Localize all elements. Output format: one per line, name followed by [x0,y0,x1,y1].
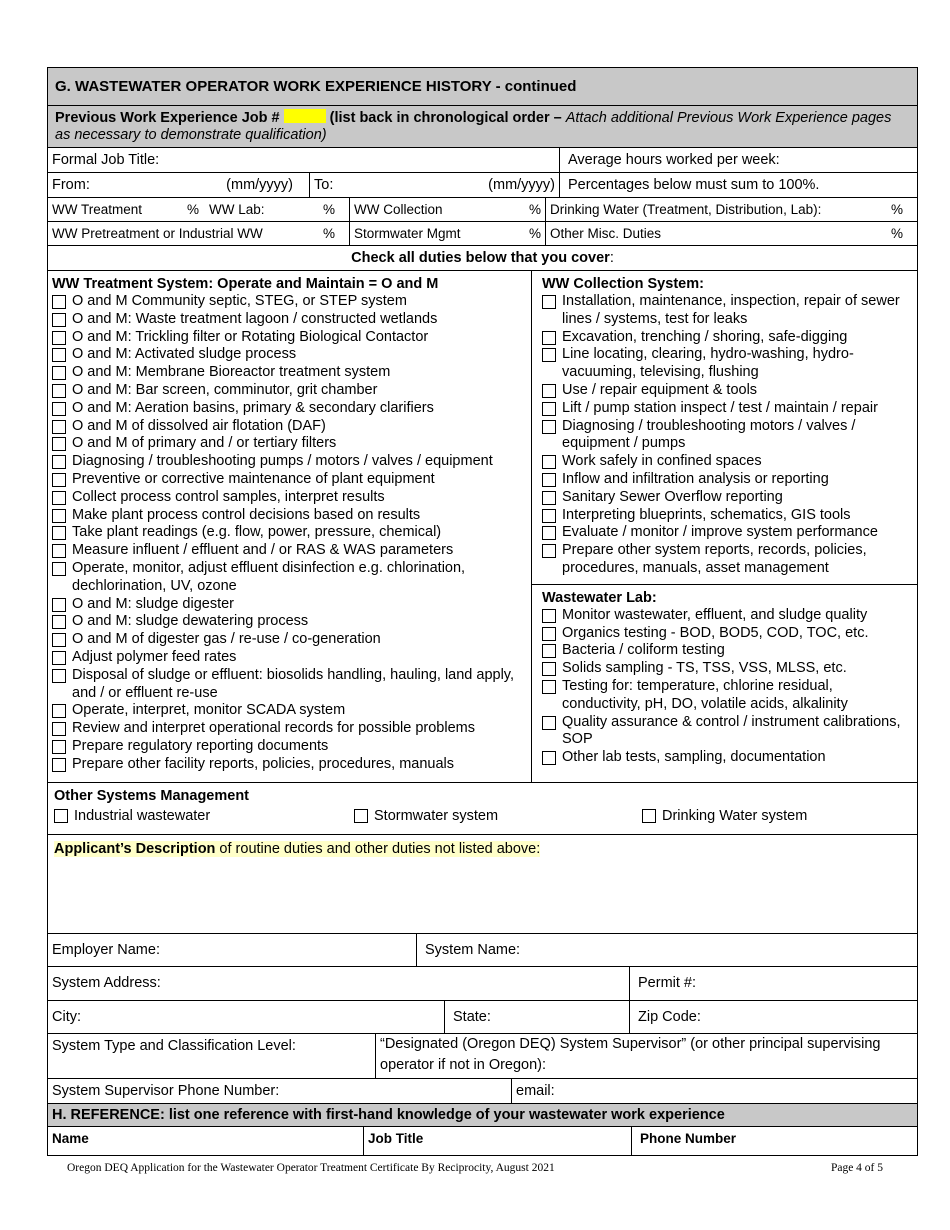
checkbox[interactable] [52,758,66,772]
ww-collection-pct-field[interactable]: WW Collection % [350,198,546,221]
supervisor-phone-field[interactable]: System Supervisor Phone Number: [48,1079,512,1103]
checkbox[interactable] [52,420,66,434]
treatment-item[interactable] [52,507,527,525]
lab-item[interactable] [542,607,911,625]
treatment-item[interactable] [52,596,527,614]
checkbox[interactable] [542,384,556,398]
checkbox[interactable] [542,716,556,730]
collection-item-label: Work safely in confined spaces [562,453,762,470]
from-field[interactable]: From: (mm/yyyy) [48,173,310,197]
checkbox[interactable] [52,295,66,309]
system-type-field[interactable]: System Type and Classification Level: [48,1034,376,1078]
prev-order: (list back in chronological order – [329,110,562,126]
collection-item-label: Excavation, trenching / shoring, safe-digging [562,328,848,345]
collection-list [542,293,911,578]
treatment-item[interactable] [52,542,527,560]
zip-field[interactable]: Zip Code: [638,1008,701,1025]
treatment-item[interactable] [52,524,527,542]
system-address-field[interactable]: System Address: [48,967,630,1000]
checkbox[interactable] [52,491,66,505]
checkbox[interactable] [52,437,66,451]
lab-item[interactable] [542,749,911,767]
treatment-item-label: O and M: Aeration basins, primary & secondary clarifiers [72,399,434,416]
lab-item-label: Bacteria / coliform testing [562,642,725,659]
lab-item[interactable] [542,714,911,750]
checkbox[interactable] [542,348,556,362]
lab-item[interactable] [542,642,911,660]
treatment-item-label: Measure influent / effluent and / or RAS & WAS parameters [72,542,454,559]
collection-item-label: Evaluate / monitor / improve system performance [562,524,878,541]
checkbox[interactable] [52,740,66,754]
collection-item[interactable] [542,524,911,542]
checkbox[interactable] [52,669,66,683]
checkbox[interactable] [52,402,66,416]
section-g-title: G. WASTEWATER OPERATOR WORK EXPERIENCE HISTORY - continued [48,68,917,106]
treatment-item-label: O and M of dissolved air flotation (DAF) [72,417,326,434]
section-h-title: H. REFERENCE: list one reference with first-hand knowledge of your wastewater work experience [52,1106,725,1123]
job-number-field[interactable] [284,109,326,123]
industrial-checkbox[interactable] [54,809,68,823]
email-field[interactable]: email: [516,1082,555,1099]
checkbox[interactable] [52,366,66,380]
treatment-item-label: Prepare regulatory reporting documents [72,737,329,754]
collection-item-label: Installation, maintenance, inspection, repair of sewer lines / systems, test for leaks [562,293,900,327]
other-systems-heading: Other Systems Management [54,787,250,804]
collection-item-label: Lift / pump station inspect / test / maintain / repair [562,399,878,416]
percentages-note: Percentages below must sum to 100%. [568,177,820,193]
treatment-item-label: Diagnosing / troubleshooting pumps / motors / valves / equipment [72,453,493,470]
treatment-item[interactable] [52,293,527,311]
treatment-item-label: Take plant readings (e.g. flow, power, pressure, chemical) [72,524,442,541]
treatment-item-label: O and M: Waste treatment lagoon / constructed wetlands [72,310,438,327]
permit-field[interactable]: Permit #: [638,975,697,992]
checkbox[interactable] [542,509,556,523]
collection-item[interactable] [542,400,911,418]
treatment-item-label: Operate, monitor, adjust effluent disinfection e.g. chlorination, dechlorination, UV, ozone [72,559,466,594]
checkbox[interactable] [52,313,66,327]
treatment-item[interactable] [52,702,527,720]
collection-item-label: Interpreting blueprints, schematics, GIS tools [562,506,851,523]
treatment-item[interactable] [52,364,527,382]
checkbox[interactable] [542,473,556,487]
checkbox[interactable] [52,544,66,558]
lab-item-label: Quality assurance & control / instrument calibrations, SOP [562,713,901,748]
treatment-item-label: O and M: sludge dewatering process [72,613,309,630]
checkbox[interactable] [542,544,556,558]
state-field[interactable]: State: [445,1001,630,1033]
other-misc-pct-field[interactable]: Other Misc. Duties % [550,226,903,241]
checkbox[interactable] [542,627,556,641]
checkbox[interactable] [52,455,66,469]
checkbox[interactable] [542,455,556,469]
industrial-option[interactable]: Industrial wastewater [54,807,354,825]
treatment-heading: WW Treatment System: Operate and Maintain = O and M [52,276,439,292]
lab-item[interactable] [542,660,911,678]
treatment-item[interactable] [52,400,527,418]
employer-name-field[interactable]: Employer Name: [48,934,417,966]
city-field[interactable]: City: [48,1001,445,1033]
checkbox[interactable] [52,598,66,612]
checkbox[interactable] [52,348,66,362]
treatment-item[interactable] [52,382,527,400]
treatment-item[interactable] [52,471,527,489]
checkbox[interactable] [52,509,66,523]
treatment-item[interactable] [52,649,527,667]
treatment-item[interactable] [52,667,527,703]
treatment-item-label: O and M Community septic, STEG, or STEP system [72,293,407,309]
checkbox[interactable] [52,473,66,487]
lab-item[interactable] [542,625,911,643]
treatment-item-label: O and M: Membrane Bioreactor treatment system [72,364,391,381]
checkbox[interactable] [52,384,66,398]
stormwater-checkbox[interactable] [354,809,368,823]
prev-label: Previous Work Experience Job # [55,110,280,126]
treatment-list [52,293,527,774]
lab-item-label: Testing for: temperature, chlorine residual, conductivity, pH, DO, volatile acids, alkalinity [562,677,848,712]
lab-heading: Wastewater Lab: [542,589,657,606]
checkbox[interactable] [542,491,556,505]
checkbox[interactable] [542,644,556,658]
treatment-item-label: O and M: Trickling filter or Rotating Biological Contactor [72,328,429,345]
check-all-instruction: Check all duties below that you cover : [351,250,614,266]
description-rest: of routine duties and other duties not listed above: [215,840,541,857]
formal-job-title-field[interactable]: Formal Job Title: [48,148,560,172]
lab-column [532,585,917,773]
treatment-item[interactable] [52,613,527,631]
collection-item[interactable] [542,346,911,382]
collection-item[interactable] [542,382,911,400]
lab-list [542,607,911,767]
lab-item-label: Organics testing - BOD, BOD5, COD, TOC, etc. [562,624,869,641]
other-systems [48,783,917,835]
checkbox[interactable] [542,680,556,694]
treatment-column [48,271,532,782]
treatment-item[interactable] [52,756,527,774]
drinking-water-option[interactable]: Drinking Water system [642,807,807,825]
designated-supervisor-field[interactable]: “Designated (Oregon DEQ) System Supervisor” (or other principal supervising operator if not in Oregon): [380,1035,881,1073]
collection-item-label: Prepare other system reports, records, policies, procedures, manuals, asset management [562,542,867,576]
checkbox[interactable] [52,633,66,647]
collection-item[interactable] [542,542,911,578]
treatment-item[interactable] [52,631,527,649]
treatment-item[interactable] [52,329,527,347]
collection-column [532,271,917,585]
lab-item[interactable] [542,678,911,714]
treatment-item-label: Review and interpret operational records for possible problems [72,720,475,737]
checkbox[interactable] [542,662,556,676]
avg-hours-field[interactable]: Average hours worked per week: [568,152,780,168]
drinking-water-pct-field[interactable]: Drinking Water (Treatment, Distribution, Lab): % [550,202,903,217]
collection-item[interactable] [542,329,911,347]
collection-item-label: Use / repair equipment & tools [562,381,758,398]
checkbox[interactable] [542,295,556,309]
applicant-description-field[interactable] [48,835,917,934]
treatment-item[interactable] [52,311,527,329]
stormwater-option[interactable]: Stormwater system [354,807,642,825]
checkbox[interactable] [52,526,66,540]
treatment-item-label: O and M of digester gas / re-use / co-generation [72,631,381,648]
reference-name-field[interactable]: Name [48,1127,364,1155]
treatment-item-label: O and M: sludge digester [72,595,235,612]
collection-heading: WW Collection System: [542,276,704,292]
treatment-item-label: Adjust polymer feed rates [72,648,237,665]
collection-item[interactable] [542,507,911,525]
page-number: Page 4 of 5 [830,1162,883,1174]
treatment-item-label: Prepare other facility reports, policies, procedures, manuals [72,755,455,772]
footer-text: Oregon DEQ Application for the Wastewater Operator Treatment Certificate By Reciprocity, August 2021 [67,1162,555,1174]
collection-item[interactable] [542,471,911,489]
treatment-item-label: O and M: Activated sludge process [72,346,297,363]
treatment-item-label: Operate, interpret, monitor SCADA system [72,702,346,719]
treatment-item[interactable] [52,560,527,596]
drinking-water-checkbox[interactable] [642,809,656,823]
checkbox[interactable] [52,562,66,576]
treatment-item[interactable] [52,435,527,453]
previous-job-header [48,106,917,148]
page-footer [67,1162,883,1174]
collection-item[interactable] [542,418,911,454]
checkbox[interactable] [542,331,556,345]
ww-pretreatment-pct-field[interactable]: WW Pretreatment or Industrial WW % [48,222,350,245]
treatment-item[interactable] [52,453,527,471]
checkbox[interactable] [542,751,556,765]
treatment-item-label: Disposal of sludge or effluent: biosolids handling, hauling, land apply, and / or effluent re-use [72,666,515,701]
treatment-item[interactable] [52,489,527,507]
collection-item[interactable] [542,293,911,329]
collection-item-label: Diagnosing / troubleshooting motors / valves / equipment / pumps [562,417,856,452]
collection-item[interactable] [542,489,911,507]
treatment-item-label: Collect process control samples, interpret results [72,488,385,505]
description-bold: Applicant’s Description [54,840,216,857]
treatment-item-label: O and M: Bar screen, comminutor, grit chamber [72,381,378,398]
collection-item-label: Inflow and infiltration analysis or reporting [562,470,829,487]
checkbox[interactable] [52,704,66,718]
treatment-item-label: O and M of primary and / or tertiary filters [72,435,337,452]
collection-item[interactable] [542,453,911,471]
stormwater-pct-field[interactable]: Stormwater Mgmt % [350,222,546,245]
treatment-item-label: Preventive or corrective maintenance of plant equipment [72,470,435,487]
reference-phone-field[interactable]: Phone Number [640,1130,737,1146]
to-field[interactable]: To: (mm/yyyy) [310,173,560,197]
reference-job-title-field[interactable]: Job Title [364,1127,632,1155]
collection-item-label: Line locating, clearing, hydro-washing, hydro-vacuuming, televising, flushing [562,346,854,381]
lab-item-label: Other lab tests, sampling, documentation [562,749,826,766]
treatment-item[interactable] [52,418,527,436]
checkbox[interactable] [52,615,66,629]
checkbox[interactable] [52,722,66,736]
checkbox[interactable] [52,331,66,345]
treatment-item[interactable] [52,738,527,756]
system-name-field[interactable]: System Name: [425,941,521,958]
treatment-item[interactable] [52,346,527,364]
checkbox[interactable] [542,420,556,434]
prev-attach: Attach additional Previous Work Experience pages as necessary to demonstrate qualification) [55,110,892,143]
checkbox[interactable] [542,402,556,416]
collection-item-label: Sanitary Sewer Overflow reporting [562,488,783,505]
lab-item-label: Monitor wastewater, effluent, and sludge quality [562,606,868,623]
checkbox[interactable] [542,526,556,540]
treatment-item-label: Make plant process control decisions based on results [72,506,421,523]
treatment-item[interactable] [52,720,527,738]
ww-treatment-pct-field[interactable]: WW Treatment % WW Lab: % [48,198,350,221]
checkbox[interactable] [542,609,556,623]
checkbox[interactable] [52,651,66,665]
lab-item-label: Solids sampling - TS, TSS, VSS, MLSS, etc. [562,660,847,677]
form-page [47,67,918,1156]
